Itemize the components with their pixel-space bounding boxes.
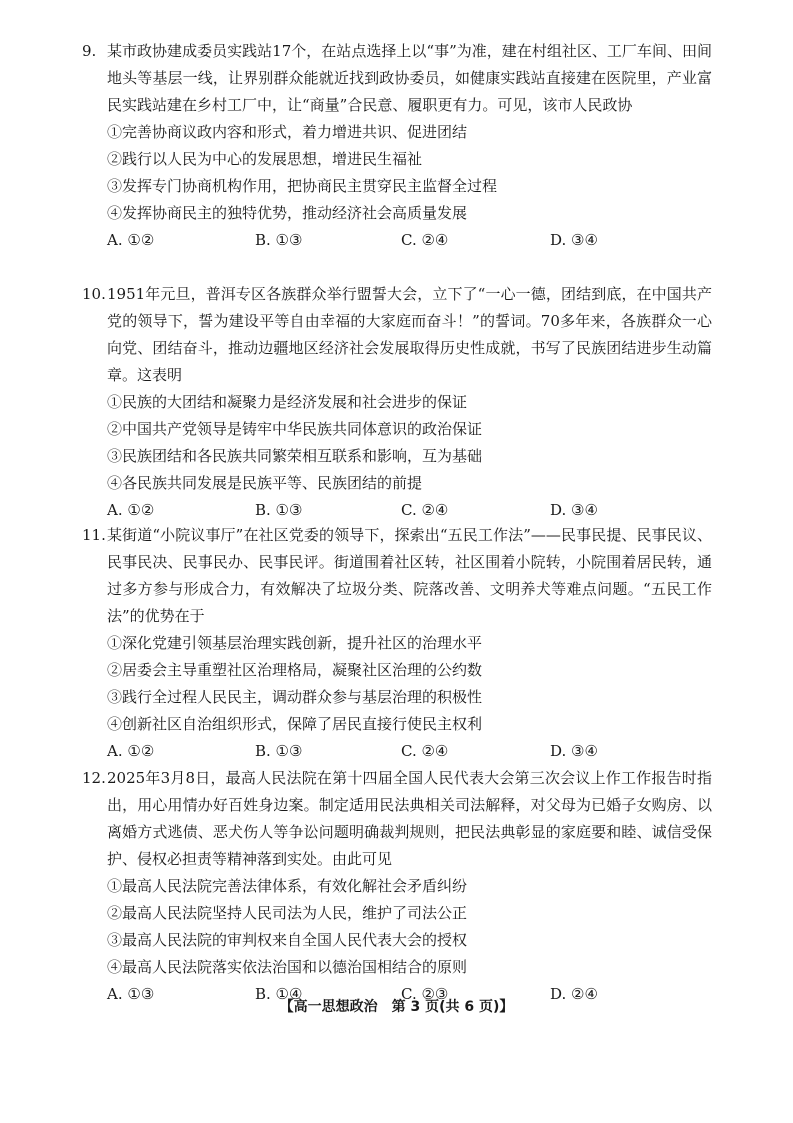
statement-1: ①民族的大团结和凝聚力是经济发展和社会进步的保证	[107, 393, 468, 411]
statement-4: ④最高人民法院落实依法治国和以德治国相结合的原则	[107, 958, 468, 976]
question-10	[82, 281, 712, 524]
statement-4: ④创新社区自治组织形式，保障了居民直接行使民主权利	[107, 715, 483, 733]
choice-d: D. ③④	[550, 231, 598, 249]
question-stem: 9. 某市政协建成委员实践站17个，在站点选择上以“事”为准，建在村组社区、工厂车间、田间地头等基层一线，让界别群众能就近找到政协委员，如健康实践站直接建在医院里，产业富民实践站建在乡村工厂中，让“商量”合民意、履职更有力。可见，该市人民政协	[82, 38, 712, 119]
answer-choices	[82, 497, 712, 524]
statement-4: ④各民族共同发展是民族平等、民族团结的前提	[107, 474, 423, 492]
answer-choices	[82, 227, 712, 254]
statement-2: ②最高人民法院坚持人民司法为人民，维护了司法公正	[107, 904, 468, 922]
statement-2: ②居委会主导重塑社区治理格局，凝聚社区治理的公约数	[107, 661, 483, 679]
question-number: 10.	[82, 285, 106, 303]
choice-a: A. ①②	[107, 231, 155, 249]
question-number: 9.	[82, 42, 97, 60]
question-12	[82, 765, 712, 1008]
page-footer: 【高一思想政治 第 3 页(共 6 页)】	[279, 999, 514, 1015]
question-11	[82, 522, 712, 765]
choice-a: A. ①②	[107, 742, 155, 760]
choice-d: D. ③④	[550, 742, 598, 760]
question-number: 12.	[82, 769, 106, 787]
statement-4: ④发挥协商民主的独特优势，推动经济社会高质量发展	[107, 204, 468, 222]
choice-b: B. ①④	[255, 985, 303, 1003]
choice-c: C. ②④	[401, 231, 449, 249]
statement-2: ②践行以人民为中心的发展思想，增进民生福祉	[107, 150, 423, 168]
question-stem: 12. 2025年3月8日，最高人民法院在第十四届全国人民代表大会第三次会议上作工作报告时指出，用心用情办好百姓身边案。制定适用民法典相关司法解释，对父母为已婚子女购房、以离婚方式逃债、恶犬伤人等争讼问题明确裁判规则，把民法典彰显的家庭要和睦、诚信受保护、侵权必担责等精神落到实处。由此可见	[82, 765, 712, 873]
choice-c: C. ②④	[401, 742, 449, 760]
question-number: 11.	[82, 526, 106, 544]
statement-2: ②中国共产党领导是铸牢中华民族共同体意识的政治保证	[107, 420, 483, 438]
question-stem: 10. 1951年元旦，普洱专区各族群众举行盟誓大会，立下了“一心一德，团结到底，在中国共产党的领导下，誓为建设平等自由幸福的大家庭而奋斗！”的誓词。70多年来，各族群众一心向党、团结奋斗，推动边疆地区经济社会发展取得历史性成就，书写了民族团结进步生动篇章。这表明	[82, 281, 712, 389]
statement-3: ③民族团结和各民族共同繁荣相互联系和影响，互为基础	[107, 447, 483, 465]
choice-d: D. ③④	[550, 501, 598, 519]
answer-choices	[82, 738, 712, 765]
choice-a: A. ①③	[107, 985, 155, 1003]
statement-3: ③践行全过程人民民主，调动群众参与基层治理的积极性	[107, 688, 483, 706]
choice-b: B. ①③	[255, 501, 303, 519]
statement-1: ①最高人民法院完善法律体系，有效化解社会矛盾纠纷	[107, 877, 468, 895]
question-9	[82, 38, 712, 254]
choice-c: C. ②③	[401, 985, 449, 1003]
statement-1: ①深化党建引领基层治理实践创新，提升社区的治理水平	[107, 634, 483, 652]
choice-b: B. ①③	[255, 231, 303, 249]
statement-1: ①完善协商议政内容和形式，着力增进共识、促进团结	[107, 123, 468, 141]
choice-b: B. ①③	[255, 742, 303, 760]
statement-3: ③发挥专门协商机构作用，把协商民主贯穿民主监督全过程	[107, 177, 498, 195]
statement-3: ③最高人民法院的审判权来自全国人民代表大会的授权	[107, 931, 468, 949]
choice-c: C. ②④	[401, 501, 449, 519]
choice-d: D. ②④	[550, 985, 598, 1003]
question-stem: 11. 某街道“小院议事厅”在社区党委的领导下，探索出“五民工作法”——民事民提、民事民议、民事民决、民事民办、民事民评。街道围着社区转，社区围着小院转，小院围着居民转，通过多方参与形成合力，有效解决了垃圾分类、院落改善、文明养犬等难点问题。“五民工作法”的优势在于	[82, 522, 712, 630]
choice-a: A. ①②	[107, 501, 155, 519]
